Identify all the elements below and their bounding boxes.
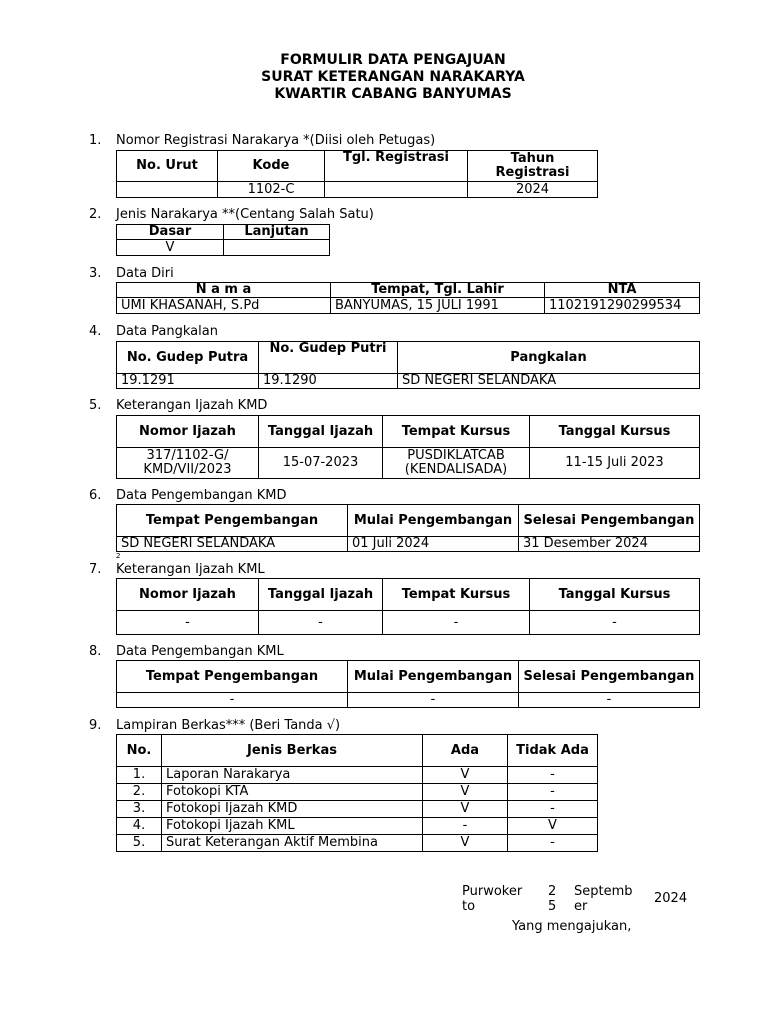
header-cell: No. Gudep Putri	[259, 342, 398, 374]
signer-label: Yang mengajukan,	[512, 919, 632, 934]
section-8-heading	[89, 644, 284, 659]
table-cell: Fotokopi Ijazah KML	[162, 818, 423, 835]
header-cell: Tanggal Kursus	[530, 579, 700, 611]
header-cell: Tempat Kursus	[383, 416, 530, 448]
header-cell: Nomor Ijazah	[117, 579, 259, 611]
signing-day	[548, 884, 556, 914]
section-2-heading	[89, 207, 374, 222]
personal-data-table	[116, 282, 700, 314]
table-cell: 5.	[117, 835, 162, 852]
table-cell: 4.	[117, 818, 162, 835]
table-cell: V	[423, 784, 508, 801]
signing-month-line: Septemb	[574, 884, 633, 899]
section-7-heading	[89, 562, 265, 577]
table-cell: PUSDIKLATCAB (KENDALISADA)	[383, 448, 530, 479]
registration-table	[116, 150, 598, 198]
table-cell: SD NEGERI SELANDAKA	[117, 537, 348, 552]
table-cell: -	[423, 818, 508, 835]
section-number: 6.	[89, 488, 102, 503]
table-cell	[117, 182, 218, 198]
table-cell	[325, 182, 468, 198]
section-number: 5.	[89, 398, 102, 413]
table-row	[117, 801, 598, 818]
header-cell: Tgl. Registrasi	[325, 151, 468, 182]
header-cell: No.	[117, 735, 162, 767]
header-cell: Kode	[218, 151, 325, 182]
section-number: 9.	[89, 718, 102, 733]
table-cell: 317/1102-G/ KMD/VII/2023	[117, 448, 259, 479]
header-cell: Tanggal Ijazah	[259, 579, 383, 611]
table-cell: UMI KHASANAH, S.Pd	[117, 298, 331, 314]
table-cell: SD NEGERI SELANDAKA	[398, 374, 700, 389]
section-3-heading	[89, 266, 174, 281]
section-number: 2.	[89, 207, 102, 222]
table-cell: 1102-C	[218, 182, 325, 198]
title-line-3: KWARTIR CABANG BANYUMAS	[274, 86, 512, 102]
signing-place-line: Purwoker	[462, 884, 523, 899]
signing-place-line: to	[462, 899, 476, 914]
signing-place	[462, 884, 522, 914]
table-cell: -	[530, 611, 700, 635]
header-cell: Tanggal Kursus	[530, 416, 700, 448]
table-cell: 11-15 Juli 2023	[530, 448, 700, 479]
header-cell: Tanggal Ijazah	[259, 416, 383, 448]
table-cell: 31 Desember 2024	[519, 537, 700, 552]
header-cell: Tempat, Tgl. Lahir	[331, 283, 545, 298]
kml-certificate-table	[116, 578, 700, 635]
table-cell: BANYUMAS, 15 JULI 1991	[331, 298, 545, 314]
table-cell: -	[383, 611, 530, 635]
kmd-development-table	[116, 504, 700, 552]
header-cell: Tidak Ada	[508, 735, 598, 767]
header-cell: Lanjutan	[224, 225, 330, 240]
table-cell: -	[519, 693, 700, 708]
section-label: Data Pengembangan KMD	[116, 488, 287, 503]
section-label: Data Pangkalan	[116, 324, 218, 339]
signing-year: 2024	[654, 891, 688, 906]
table-cell: 1102191290299534	[545, 298, 700, 314]
base-data-table	[116, 341, 700, 389]
section-number: 7.	[89, 562, 102, 577]
header-cell: Selesai Pengembangan	[519, 505, 700, 537]
header-cell: N a m a	[117, 283, 331, 298]
table-cell: V	[423, 835, 508, 852]
table-cell: -	[508, 801, 598, 818]
table-cell: -	[348, 693, 519, 708]
table-cell: 19.1290	[259, 374, 398, 389]
header-cell: No. Urut	[117, 151, 218, 182]
header-cell: Tahun Registrasi	[468, 151, 598, 182]
section-label: Keterangan Ijazah KMD	[116, 398, 268, 413]
table-cell: 1.	[117, 767, 162, 784]
table-cell: V	[117, 240, 224, 256]
header-cell: Selesai Pengembangan	[519, 661, 700, 693]
section-label: Nomor Registrasi Narakarya *(Diisi oleh Petugas)	[116, 133, 436, 148]
table-cell: 3.	[117, 801, 162, 818]
table-cell: V	[508, 818, 598, 835]
section-5-heading	[89, 398, 267, 413]
table-cell: Laporan Narakarya	[162, 767, 423, 784]
header-cell: Ada	[423, 735, 508, 767]
section-4-heading	[89, 324, 218, 339]
kmd-certificate-table	[116, 415, 700, 479]
signing-day-line: 2	[548, 884, 557, 899]
section-number: 8.	[89, 644, 102, 659]
section-label: Jenis Narakarya **(Centang Salah Satu)	[116, 207, 374, 222]
section-number: 4.	[89, 324, 102, 339]
signing-month	[574, 884, 633, 914]
section-number: 3.	[89, 266, 102, 281]
section-9-heading	[89, 718, 340, 733]
section-label: Data Diri	[116, 266, 174, 281]
attachments-table	[116, 734, 598, 852]
table-cell: 01 Juli 2024	[348, 537, 519, 552]
title-line-1: FORMULIR DATA PENGAJUAN	[280, 52, 506, 68]
table-cell: Fotokopi KTA	[162, 784, 423, 801]
table-cell: -	[259, 611, 383, 635]
section-6-heading	[89, 488, 287, 503]
table-cell: -	[508, 767, 598, 784]
table-cell: Fotokopi Ijazah KMD	[162, 801, 423, 818]
header-cell: Tempat Pengembangan	[117, 661, 348, 693]
table-row	[117, 767, 598, 784]
type-table	[116, 224, 330, 256]
table-cell: -	[117, 611, 259, 635]
table-row	[117, 818, 598, 835]
section-number: 1.	[89, 133, 102, 148]
table-cell: V	[423, 767, 508, 784]
table-cell	[224, 240, 330, 256]
table-cell: 2.	[117, 784, 162, 801]
header-cell: NTA	[545, 283, 700, 298]
footnote-mark: 2	[116, 552, 121, 560]
signing-day-line: 5	[548, 899, 557, 914]
table-row	[117, 835, 598, 852]
table-cell: 19.1291	[117, 374, 259, 389]
header-cell: Nomor Ijazah	[117, 416, 259, 448]
header-cell: Dasar	[117, 225, 224, 240]
table-row	[117, 784, 598, 801]
kml-development-table	[116, 660, 700, 708]
section-label: Data Pengembangan KML	[116, 644, 284, 659]
header-cell: Jenis Berkas	[162, 735, 423, 767]
header-cell: Tempat Pengembangan	[117, 505, 348, 537]
form-title	[0, 52, 768, 103]
table-cell: Surat Keterangan Aktif Membina	[162, 835, 423, 852]
table-cell: V	[423, 801, 508, 818]
header-cell: Pangkalan	[398, 342, 700, 374]
section-label: Lampiran Berkas*** (Beri Tanda √)	[116, 718, 341, 733]
section-1-heading	[89, 133, 435, 148]
header-cell: Tempat Kursus	[383, 579, 530, 611]
table-cell: 15-07-2023	[259, 448, 383, 479]
table-cell: -	[117, 693, 348, 708]
header-cell: Mulai Pengembangan	[348, 505, 519, 537]
table-cell: -	[508, 784, 598, 801]
table-cell: -	[508, 835, 598, 852]
header-cell: No. Gudep Putra	[117, 342, 259, 374]
header-cell: Mulai Pengembangan	[348, 661, 519, 693]
section-label: Keterangan Ijazah KML	[116, 562, 265, 577]
title-line-2: SURAT KETERANGAN NARAKARYA	[261, 69, 525, 85]
signing-month-line: er	[574, 899, 588, 914]
table-cell: 2024	[468, 182, 598, 198]
